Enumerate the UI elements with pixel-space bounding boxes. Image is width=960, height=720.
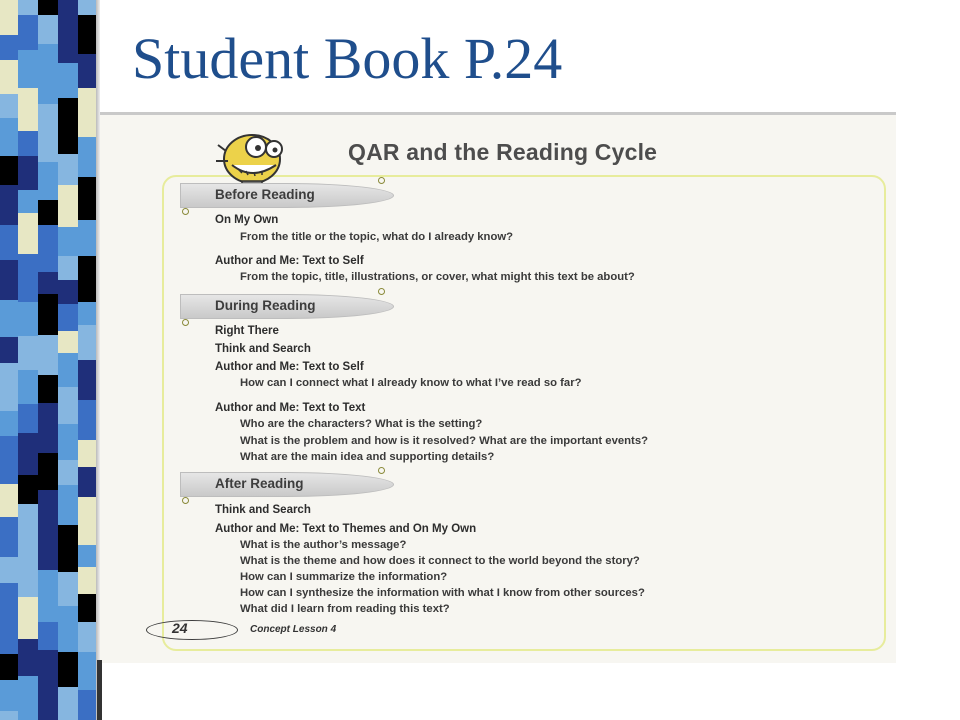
border-block bbox=[18, 213, 38, 254]
border-block bbox=[0, 711, 18, 720]
border-block bbox=[38, 200, 58, 225]
border-block bbox=[18, 475, 38, 504]
border-block bbox=[38, 535, 58, 570]
page-number-badge bbox=[146, 620, 238, 640]
border-block bbox=[78, 497, 96, 545]
border-block bbox=[58, 525, 78, 572]
border-block bbox=[0, 118, 18, 156]
question-text: What is the author’s message? bbox=[240, 539, 407, 551]
border-block bbox=[0, 300, 18, 337]
border-block bbox=[58, 304, 78, 331]
border-block bbox=[38, 335, 58, 375]
question-text: Who are the characters? What is the setting? bbox=[240, 418, 483, 430]
border-block bbox=[18, 597, 38, 639]
border-block bbox=[78, 594, 96, 622]
border-block bbox=[0, 156, 18, 185]
border-block bbox=[58, 485, 78, 525]
slide-title: Student Book P.24 bbox=[132, 26, 563, 91]
border-block bbox=[0, 0, 18, 35]
border-block bbox=[58, 98, 78, 120]
decorative-dot bbox=[182, 208, 189, 215]
border-block bbox=[18, 707, 38, 720]
border-block bbox=[38, 694, 58, 720]
question-text: From the title or the topic, what do I already know? bbox=[240, 231, 514, 243]
border-block bbox=[18, 433, 38, 475]
decorative-dot bbox=[182, 497, 189, 504]
border-block bbox=[0, 260, 18, 300]
border-block bbox=[58, 280, 78, 304]
border-block bbox=[18, 550, 38, 597]
border-block bbox=[0, 557, 18, 583]
border-block bbox=[38, 272, 58, 294]
border-block bbox=[78, 652, 96, 690]
border-block bbox=[78, 137, 96, 177]
decorative-left-border bbox=[0, 0, 96, 720]
border-block bbox=[78, 54, 96, 88]
border-block bbox=[58, 154, 78, 185]
border-block bbox=[0, 436, 18, 484]
border-block bbox=[0, 411, 18, 436]
before-reading-label: Before Reading bbox=[215, 187, 315, 202]
after-reading-label: After Reading bbox=[215, 476, 304, 491]
border-block bbox=[78, 467, 96, 497]
border-block bbox=[58, 120, 78, 154]
border-block bbox=[78, 88, 96, 137]
question-text: What are the main idea and supporting details? bbox=[240, 451, 495, 463]
border-block bbox=[58, 256, 78, 280]
border-block bbox=[18, 131, 38, 156]
border-block bbox=[78, 256, 96, 302]
border-block bbox=[58, 331, 78, 353]
page-heading: QAR and the Reading Cycle bbox=[348, 139, 658, 165]
subheading-right-there: Right There bbox=[215, 325, 279, 337]
subheading-author-and-me: Author and Me: Text to Self bbox=[215, 255, 364, 267]
question-text: How can I synthesize the information with what I know from other sources? bbox=[240, 587, 645, 599]
border-block bbox=[78, 302, 96, 325]
border-block bbox=[38, 403, 58, 429]
border-block bbox=[18, 302, 38, 336]
border-block bbox=[0, 363, 18, 411]
border-block bbox=[18, 0, 38, 15]
page-edge-shadow bbox=[97, 660, 102, 720]
border-block bbox=[0, 185, 18, 225]
border-block bbox=[58, 185, 78, 227]
border-block bbox=[78, 545, 96, 567]
scanned-book-page bbox=[100, 115, 896, 663]
border-block bbox=[38, 599, 58, 622]
border-block bbox=[18, 254, 38, 302]
border-block bbox=[58, 30, 78, 63]
border-block bbox=[38, 622, 58, 650]
border-block bbox=[0, 225, 18, 260]
border-block bbox=[58, 227, 78, 256]
border-block bbox=[38, 375, 58, 403]
before-reading-banner bbox=[180, 183, 394, 208]
border-block bbox=[18, 676, 38, 707]
subheading-text-to-text: Author and Me: Text to Text bbox=[215, 402, 366, 414]
border-block bbox=[38, 128, 58, 162]
border-block bbox=[78, 220, 96, 256]
border-block bbox=[0, 337, 18, 363]
border-block bbox=[0, 654, 18, 680]
border-block bbox=[78, 567, 96, 594]
lesson-label: Concept Lesson 4 bbox=[250, 624, 337, 635]
border-block bbox=[38, 570, 58, 599]
border-block bbox=[78, 15, 96, 54]
border-block bbox=[38, 453, 58, 490]
border-block bbox=[58, 353, 78, 387]
border-block bbox=[18, 50, 38, 88]
border-block bbox=[58, 606, 78, 652]
decorative-dot bbox=[182, 319, 189, 326]
border-block bbox=[18, 15, 38, 50]
border-block bbox=[18, 404, 38, 433]
border-block bbox=[18, 504, 38, 550]
during-reading-label: During Reading bbox=[215, 298, 316, 313]
border-block bbox=[78, 400, 96, 440]
border-block bbox=[38, 15, 58, 44]
question-text: How can I summarize the information? bbox=[240, 571, 448, 583]
border-block bbox=[58, 63, 78, 98]
question-text: What did I learn from reading this text? bbox=[240, 603, 450, 615]
border-block bbox=[78, 360, 96, 400]
decorative-dot bbox=[378, 467, 385, 474]
border-block bbox=[38, 162, 58, 200]
border-block bbox=[58, 0, 78, 30]
border-block bbox=[0, 680, 18, 711]
border-block bbox=[58, 424, 78, 460]
border-block bbox=[18, 88, 38, 131]
border-block bbox=[38, 66, 58, 104]
decorative-dot bbox=[378, 177, 385, 184]
border-block bbox=[78, 622, 96, 652]
border-block bbox=[38, 44, 58, 66]
subheading-think-and-search: Think and Search bbox=[215, 343, 311, 355]
border-block bbox=[0, 60, 18, 94]
border-block bbox=[58, 572, 78, 606]
question-text: From the topic, title, illustrations, or cover, what might this text be about? bbox=[240, 271, 635, 283]
border-block bbox=[58, 687, 78, 720]
border-block bbox=[18, 156, 38, 190]
question-text: What is the problem and how is it resolved? What are the important events? bbox=[240, 435, 649, 447]
border-block bbox=[38, 225, 58, 272]
border-block bbox=[18, 190, 38, 213]
border-block bbox=[0, 94, 18, 118]
border-block bbox=[0, 517, 18, 557]
border-block bbox=[58, 460, 78, 485]
border-block bbox=[38, 104, 58, 128]
border-block bbox=[58, 387, 78, 424]
border-block bbox=[18, 370, 38, 404]
border-block bbox=[78, 440, 96, 467]
border-block bbox=[18, 336, 38, 370]
question-text: How can I connect what I already know to what I’ve read so far? bbox=[240, 377, 582, 389]
question-text: What is the theme and how does it connect to the world beyond the story? bbox=[240, 555, 640, 567]
page-number: 24 bbox=[172, 620, 188, 636]
border-block bbox=[38, 429, 58, 453]
subheading-text-to-themes: Author and Me: Text to Themes and On My Own bbox=[215, 523, 477, 535]
border-block bbox=[0, 35, 18, 60]
border-block bbox=[78, 325, 96, 360]
during-reading-banner bbox=[180, 294, 394, 319]
border-block bbox=[38, 650, 58, 694]
border-block bbox=[0, 617, 18, 654]
border-block bbox=[38, 0, 58, 15]
border-block bbox=[78, 690, 96, 720]
border-block bbox=[78, 0, 96, 15]
border-block bbox=[38, 490, 58, 535]
decorative-dot bbox=[378, 288, 385, 295]
subheading-think-and-search: Think and Search bbox=[215, 504, 311, 516]
border-block bbox=[38, 294, 58, 335]
border-block bbox=[78, 177, 96, 220]
subheading-author-and-me: Author and Me: Text to Self bbox=[215, 361, 364, 373]
border-block bbox=[0, 583, 18, 617]
border-block bbox=[0, 484, 18, 517]
subheading-on-my-own: On My Own bbox=[215, 214, 279, 226]
after-reading-banner bbox=[180, 472, 394, 497]
border-block bbox=[58, 652, 78, 687]
border-block bbox=[18, 639, 38, 676]
